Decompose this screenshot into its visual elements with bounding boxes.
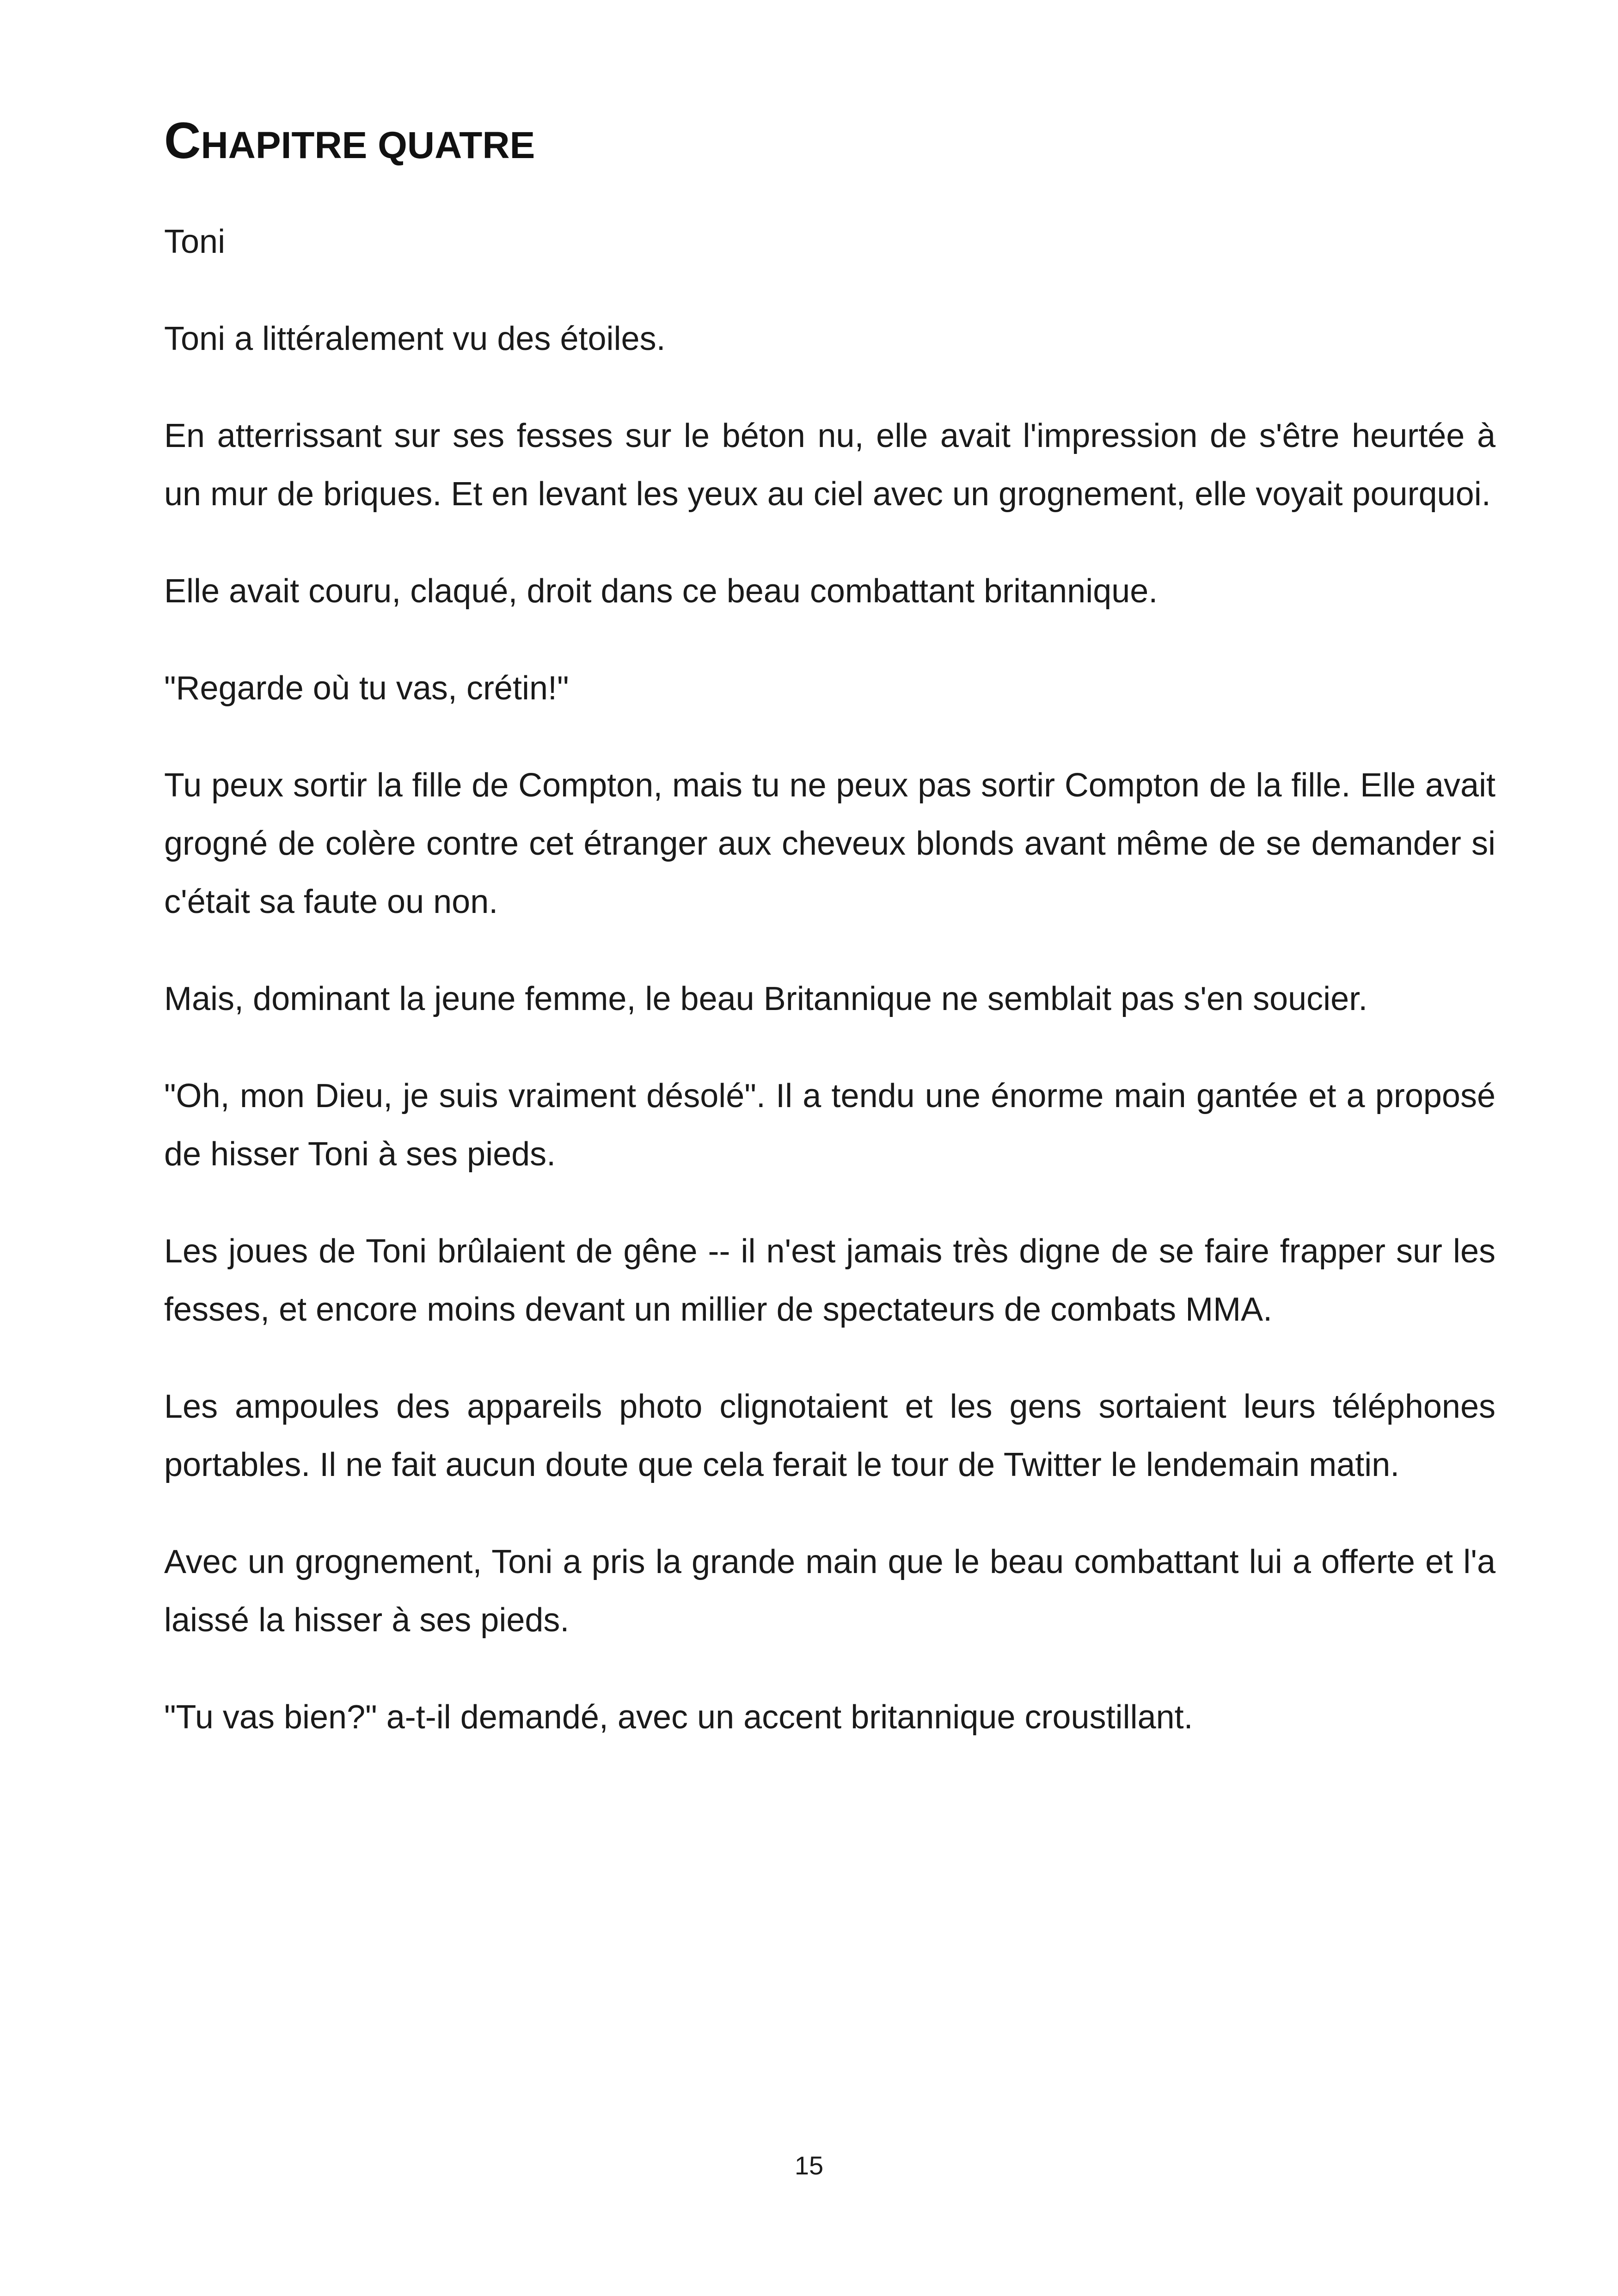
paragraph: Tu peux sortir la fille de Compton, mais tu ne peux pas sortir Compton de la fille. Elle avait grogné de colère contre cet étranger aux cheveux blonds avant même de se demander si c'était sa faute ou non. — [164, 767, 1495, 920]
paragraph-dialogue: "Tu vas bien?" a-t-il demandé, avec un accent britannique croustillant. — [164, 1699, 1193, 1736]
chapter-title-rest: HAPITRE QUATRE — [201, 124, 535, 166]
paragraph-narrator-name: Toni — [164, 223, 226, 260]
paragraph: Toni a littéralement vu des étoiles. — [164, 320, 666, 357]
paragraph: Avec un grognement, Toni a pris la grande main que le beau combattant lui a offerte et l'a laissé la hisser à ses pieds. — [164, 1543, 1495, 1639]
paragraph-dialogue: "Regarde où tu vas, crétin!" — [164, 670, 569, 707]
paragraph: Mais, dominant la jeune femme, le beau Britannique ne semblait pas s'en soucier. — [164, 980, 1368, 1017]
paragraph: En atterrissant sur ses fesses sur le béton nu, elle avait l'impression de s'être heurtée à un mur de briques. Et en levant les yeux au ciel avec un grognement, elle voyait pourquoi. — [164, 417, 1495, 513]
paragraph: Les ampoules des appareils photo clignotaient et les gens sortaient leurs téléphones portables. Il ne fait aucun doute que cela ferait le tour de Twitter le lendemain matin. — [164, 1388, 1495, 1483]
paragraph-dialogue: "Oh, mon Dieu, je suis vraiment désolé". Il a tendu une énorme main gantée et a proposé de hisser Toni à ses pieds. — [164, 1078, 1495, 1173]
chapter-title — [164, 112, 1495, 169]
paragraph: Elle avait couru, claqué, droit dans ce beau combattant britannique. — [164, 573, 1158, 610]
chapter-title-initial: C — [164, 112, 201, 169]
page-number: 15 — [794, 2151, 824, 2180]
page-body — [164, 112, 1495, 1785]
paragraph: Les joues de Toni brûlaient de gêne -- il n'est jamais très digne de se faire frapper sur les fesses, et encore moins devant un millier de spectateurs de combats MMA. — [164, 1233, 1495, 1328]
